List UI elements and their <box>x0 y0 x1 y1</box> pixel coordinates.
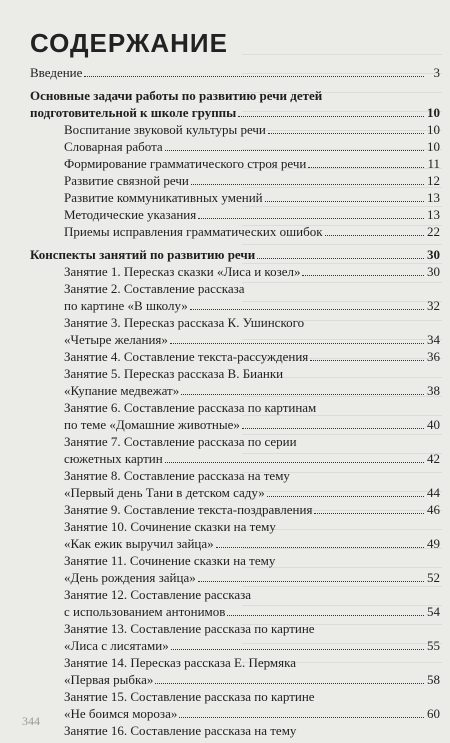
toc-page-number: 58 <box>427 672 440 687</box>
toc-entry-title: Занятие 9. Составление текста-поздравления <box>64 502 313 517</box>
dot-leader <box>265 191 424 202</box>
page-title: СОДЕРЖАНИЕ <box>30 28 228 58</box>
toc-entry <box>30 348 440 365</box>
dot-leader <box>238 106 424 117</box>
dot-leader <box>227 605 424 616</box>
page-number: 344 <box>22 714 40 728</box>
dot-leader <box>308 157 424 168</box>
toc-entry <box>30 450 440 467</box>
dot-leader <box>302 265 424 276</box>
toc-entry-title: Формирование грамматического строя речи <box>64 156 307 171</box>
toc-entry <box>30 433 440 450</box>
toc-entry-title: «Не боимся мороза» <box>64 706 178 721</box>
toc-entry-title: по картине «В школу» <box>64 298 188 313</box>
dot-leader <box>268 123 424 134</box>
toc-entry <box>30 535 440 552</box>
toc-page-number: 10 <box>427 139 440 154</box>
dot-leader <box>181 384 424 395</box>
toc-section-entry <box>30 246 440 263</box>
toc-entry-title: Занятие 3. Пересказ рассказа К. Ушинского <box>64 315 305 330</box>
toc-entry-title: «Четыре желания» <box>64 332 168 347</box>
table-of-contents <box>30 64 440 739</box>
dot-leader <box>171 639 424 650</box>
toc-entry-title: подготовительной к школе группы <box>30 105 237 120</box>
toc-entry <box>30 671 440 688</box>
toc-entry-title: Занятие 2. Составление рассказа <box>64 281 245 296</box>
dot-leader <box>325 225 424 236</box>
toc-entry <box>30 223 440 240</box>
toc-page-number: 42 <box>427 451 440 466</box>
toc-page-number: 55 <box>427 638 440 653</box>
toc-entry-title: Занятие 4. Составление текста-рассуждения <box>64 349 309 364</box>
dot-leader <box>190 299 424 310</box>
toc-entry-title: Занятие 8. Составление рассказа на тему <box>64 468 290 483</box>
toc-entry <box>30 467 440 484</box>
toc-entry-title: с использованием антонимов <box>64 604 226 619</box>
dot-leader <box>165 452 424 463</box>
toc-entry <box>30 172 440 189</box>
toc-entry <box>30 722 440 739</box>
toc-entry-title: Основные задачи работы по развитию речи детей <box>30 88 323 103</box>
dot-leader <box>314 503 424 514</box>
toc-entry <box>30 603 440 620</box>
toc-page-number: 3 <box>433 65 440 80</box>
toc-entry-title: Занятие 13. Составление рассказа по картине <box>64 621 315 636</box>
toc-entry-title: «Лиса с лисятами» <box>64 638 169 653</box>
toc-page-number: 13 <box>427 190 440 205</box>
toc-entry-title: Воспитание звуковой культуры речи <box>64 122 266 137</box>
toc-entry <box>30 331 440 348</box>
toc-entry <box>30 138 440 155</box>
toc-entry-title: Занятие 10. Сочинение сказки на тему <box>64 519 276 534</box>
dot-leader <box>198 571 424 582</box>
dot-leader <box>267 486 424 497</box>
dot-leader <box>216 537 424 548</box>
toc-entry <box>30 552 440 569</box>
dot-leader <box>179 707 424 718</box>
toc-entry-title: «Купание медвежат» <box>64 383 180 398</box>
toc-entry <box>30 501 440 518</box>
toc-entry-title: «Первая рыбка» <box>64 672 154 687</box>
toc-entry <box>30 637 440 654</box>
toc-entry <box>30 263 440 280</box>
toc-entry-title: Приемы исправления грамматических ошибок <box>64 224 323 239</box>
toc-entry-title: Занятие 14. Пересказ рассказа Е. Пермяка <box>64 655 297 670</box>
toc-page-number: 36 <box>427 349 440 364</box>
toc-entry <box>30 189 440 206</box>
toc-entry-title: Занятие 11. Сочинение сказки на тему <box>64 553 276 568</box>
toc-page-number: 34 <box>427 332 440 347</box>
toc-entry <box>30 121 440 138</box>
toc-entry <box>30 654 440 671</box>
toc-entry-title: «Первый день Тани в детском саду» <box>64 485 265 500</box>
toc-page-number: 60 <box>427 706 440 721</box>
toc-entry-title: Введение <box>30 65 83 80</box>
toc-page-number: 10 <box>427 105 440 120</box>
toc-entry-title: «Как ежик выручил зайца» <box>64 536 214 551</box>
toc-entry-title: по теме «Домашние животные» <box>64 417 240 432</box>
toc-page-number: 13 <box>427 207 440 222</box>
toc-entry <box>30 416 440 433</box>
dot-leader <box>155 673 424 684</box>
toc-entry <box>30 280 440 297</box>
toc-page-number: 46 <box>427 502 440 517</box>
dot-leader <box>170 333 424 344</box>
toc-page-number: 44 <box>427 485 440 500</box>
toc-page-number: 49 <box>427 536 440 551</box>
toc-entry-title: Конспекты занятий по развитию речи <box>30 247 256 262</box>
toc-entry <box>30 365 440 382</box>
toc-entry <box>30 314 440 331</box>
toc-entry-title: Занятие 6. Составление рассказа по картинам <box>64 400 317 415</box>
dot-leader <box>242 418 424 429</box>
toc-entry-title: Развитие связной речи <box>64 173 189 188</box>
toc-entry <box>30 586 440 603</box>
dot-leader <box>310 350 424 361</box>
toc-page-number: 30 <box>427 264 440 279</box>
toc-page-number: 30 <box>427 247 440 262</box>
toc-entry-title: Словарная работа <box>64 139 163 154</box>
toc-entry <box>30 620 440 637</box>
toc-entry-title: Методические указания <box>64 207 197 222</box>
toc-page-number: 22 <box>427 224 440 239</box>
toc-entry <box>30 705 440 722</box>
dot-leader <box>198 208 424 219</box>
dot-leader <box>257 248 424 259</box>
toc-page-number: 52 <box>427 570 440 585</box>
toc-page-number: 11 <box>427 156 440 171</box>
toc-page-number: 32 <box>427 298 440 313</box>
toc-entry <box>30 206 440 223</box>
toc-page-number: 12 <box>427 173 440 188</box>
toc-page-number: 54 <box>427 604 440 619</box>
toc-entry <box>30 688 440 705</box>
toc-section-entry <box>30 104 440 121</box>
toc-entry-title: Занятие 5. Пересказ рассказа В. Бианки <box>64 366 284 381</box>
toc-entry-title: Развитие коммуникативных умений <box>64 190 263 205</box>
dot-leader <box>165 140 424 151</box>
toc-section-entry <box>30 87 440 104</box>
toc-entry <box>30 569 440 586</box>
toc-entry-title: сюжетных картин <box>64 451 163 466</box>
toc-page-number: 10 <box>427 122 440 137</box>
toc-entry <box>30 518 440 535</box>
toc-entry <box>30 64 440 81</box>
toc-entry <box>30 297 440 314</box>
toc-entry-title: Занятие 16. Составление рассказа на тему <box>64 723 297 738</box>
toc-page-number: 38 <box>427 383 440 398</box>
toc-page-number: 40 <box>427 417 440 432</box>
dot-leader <box>84 66 424 77</box>
toc-entry <box>30 484 440 501</box>
toc-entry-title: Занятие 1. Пересказ сказки «Лиса и козел» <box>64 264 301 279</box>
toc-entry-title: Занятие 15. Составление рассказа по картине <box>64 689 315 704</box>
toc-entry <box>30 382 440 399</box>
toc-entry-title: Занятие 12. Составление рассказа <box>64 587 252 602</box>
dot-leader <box>191 174 424 185</box>
toc-entry-title: Занятие 7. Составление рассказа по серии <box>64 434 297 449</box>
toc-entry <box>30 399 440 416</box>
toc-entry <box>30 155 440 172</box>
toc-entry-title: «День рождения зайца» <box>64 570 196 585</box>
